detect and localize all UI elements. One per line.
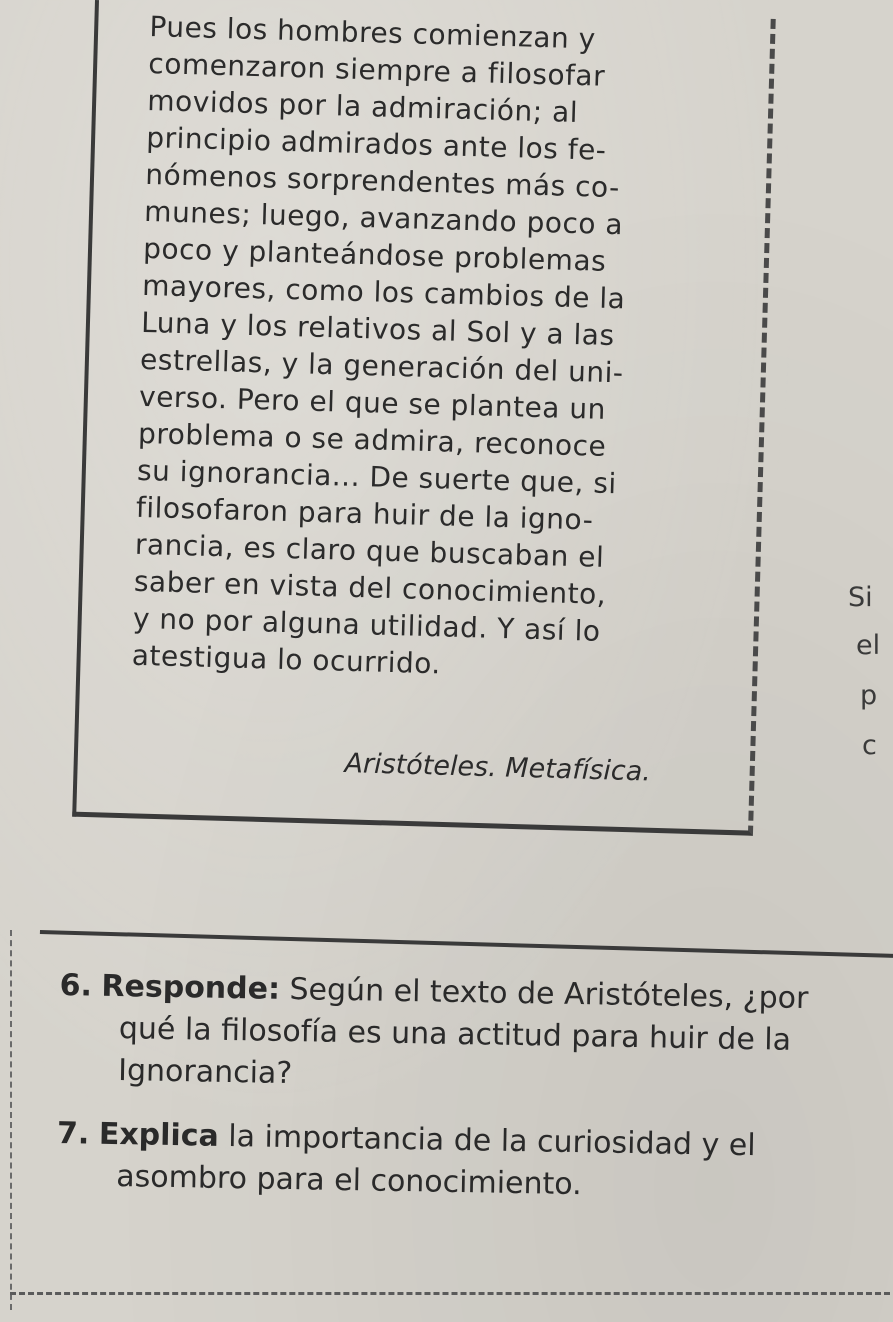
quote-line: su ignorancia... De suerte que, si (136, 453, 618, 501)
quote-line: comenzaron siempre a filosofar (147, 46, 606, 93)
quote-line: y no por alguna utilidad. Y así lo (132, 601, 601, 648)
question-text: asombro para el conocimiento. (116, 1159, 582, 1203)
side-fragment: c (862, 730, 877, 761)
quote-author: Aristóteles. Metafísica. (344, 748, 652, 788)
margin-line (10, 930, 12, 1310)
answer-line (10, 1292, 890, 1295)
quote-line: munes; luego, avanzando poco a (143, 194, 624, 242)
quote-line: verso. Pero el que se plantea un (138, 379, 607, 426)
side-fragment: el (856, 630, 881, 661)
quote-line: principio admirados ante los fe- (145, 120, 607, 167)
side-fragment: p (860, 680, 878, 711)
question-lead: Responde: (101, 968, 281, 1007)
quote-line: mayores, como los cambios de la (141, 268, 626, 316)
quote-line: poco y planteándose problemas (142, 231, 607, 278)
question-number: 7. (56, 1115, 90, 1152)
quote-line: atestigua lo ocurrido. (131, 638, 442, 681)
question-text: Según el texto de Aristóteles, ¿por (289, 972, 809, 1017)
question-7 (56, 1113, 887, 1211)
quote-line: movidos por la admiración; al (146, 83, 579, 129)
question-text: la importancia de la curiosidad y el (228, 1118, 756, 1164)
side-fragment: Si (848, 582, 873, 613)
quote-text (131, 8, 709, 689)
quote-line: saber en vista del conocimiento, (133, 564, 607, 611)
question-number: 6. (59, 967, 93, 1004)
quote-line: nómenos sorprendentes más co- (144, 157, 621, 205)
quote-line: problema o se admira, reconoce (137, 416, 607, 463)
question-text: qué la filosofía es una actitud para huir de la (118, 1011, 792, 1058)
quote-line: Luna y los relativos al Sol y a las (140, 305, 616, 353)
questions-section (56, 965, 890, 1233)
quote-line: filosofaron para huir de la igno- (135, 490, 594, 537)
quote-line: Pues los hombres comienzan y (149, 9, 597, 56)
question-text: Ignorancia? (117, 1053, 293, 1092)
question-6 (58, 965, 890, 1105)
quote-line: estrellas, y la generación del uni- (139, 342, 624, 390)
question-lead: Explica (98, 1116, 220, 1154)
quote-line: rancia, es claro que buscaban el (134, 527, 605, 574)
section-divider (40, 930, 893, 958)
